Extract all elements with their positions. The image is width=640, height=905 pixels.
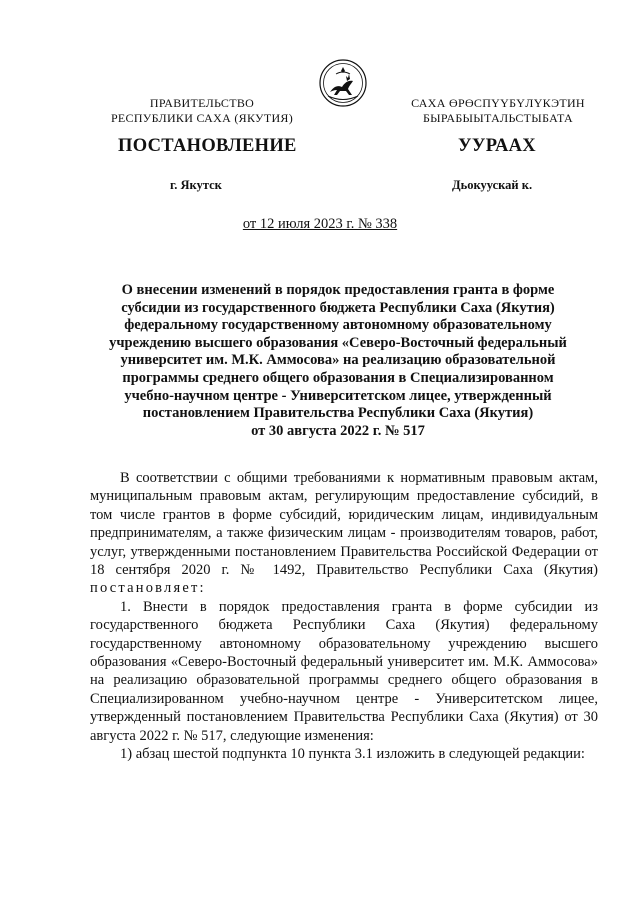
org-left-line-2: РЕСПУБЛИКИ САХА (ЯКУТИЯ)	[110, 111, 294, 125]
preamble-text: В соответствии с общими требованиями к нормативным правовым актам, муниципальным правовым актам, регулирующим предоставление субсидий, в том числе грантов в форме субсидий, юридическим лицам, индивидуальным предпринимателям, а также физическим лицам - производителям товаров, работ, услуг, утвержденными постановлением Правительства Российской Федерации от 18 сентября 2020 г. № 1492, Правительство Республики Саха (Якутия)	[90, 470, 598, 579]
act-type-russian: ПОСТАНОВЛЕНИЕ	[118, 136, 297, 156]
title-line: программы среднего общего образования в Специализированном	[122, 369, 554, 386]
organization-name-russian	[92, 96, 312, 126]
coat-of-arms-icon	[318, 58, 368, 108]
org-left-line-1: ПРАВИТЕЛЬСТВО	[149, 96, 255, 110]
act-type-yakut: УУРААХ	[458, 136, 536, 156]
city-yakut: Дьокуускай к.	[452, 178, 533, 192]
title-line: учреждению высшего образования «Северо-Восточный федеральный	[109, 334, 567, 351]
organization-name-yakut	[388, 96, 608, 126]
document-body	[90, 469, 598, 764]
org-right-line-1: САХА ӨРӨСПҮҮБҮЛҮКЭТИН	[411, 96, 585, 110]
paragraph-item-1: 1. Внести в порядок предоставления гранта в форме субсидии из государственного бюджета Республики Саха (Якутия) федеральному государственному автономному образовательному учреждению высшего образования «Северо-Восточный федеральный университет им. М.К. Аммосова» на реализацию образовательной программы среднего общего образования в Специализированном учебно-научном центре - Университетском лицее, утвержденный постановлением Правительства Республики Саха (Якутия) от 30 августа 2022 г. № 517, следующие изменения:	[90, 598, 598, 744]
title-line: субсидии из государственного бюджета Республики Саха (Якутия)	[121, 299, 555, 316]
title-line: от 30 августа 2022 г. № 517	[251, 422, 425, 439]
date-and-number	[0, 216, 640, 233]
title-line: университет им. М.К. Аммосова» на реализацию образовательной	[120, 352, 556, 369]
date-number-text: от 12 июля 2023 г. № 338	[242, 216, 398, 232]
title-line: постановлением Правительства Республики Саха (Якутия)	[142, 405, 534, 422]
title-line: О внесении изменений в порядок предоставления гранта в форме	[121, 282, 555, 298]
paragraph-preamble	[90, 469, 598, 598]
resolves-word: постановляет:	[90, 580, 206, 597]
city-russian: г. Якутск	[170, 178, 222, 192]
title-line: федеральному государственному автономному образовательному	[124, 317, 552, 334]
paragraph-subitem-1: 1) абзац шестой подпункта 10 пункта 3.1 изложить в следующей редакции:	[120, 746, 585, 763]
document-title	[92, 282, 584, 440]
org-right-line-2: БЫРАБЫЫТАЛЬСТЫБАТА	[422, 111, 574, 125]
title-line: учебно-научном центре - Университетском лицее, утвержденный	[124, 387, 552, 404]
